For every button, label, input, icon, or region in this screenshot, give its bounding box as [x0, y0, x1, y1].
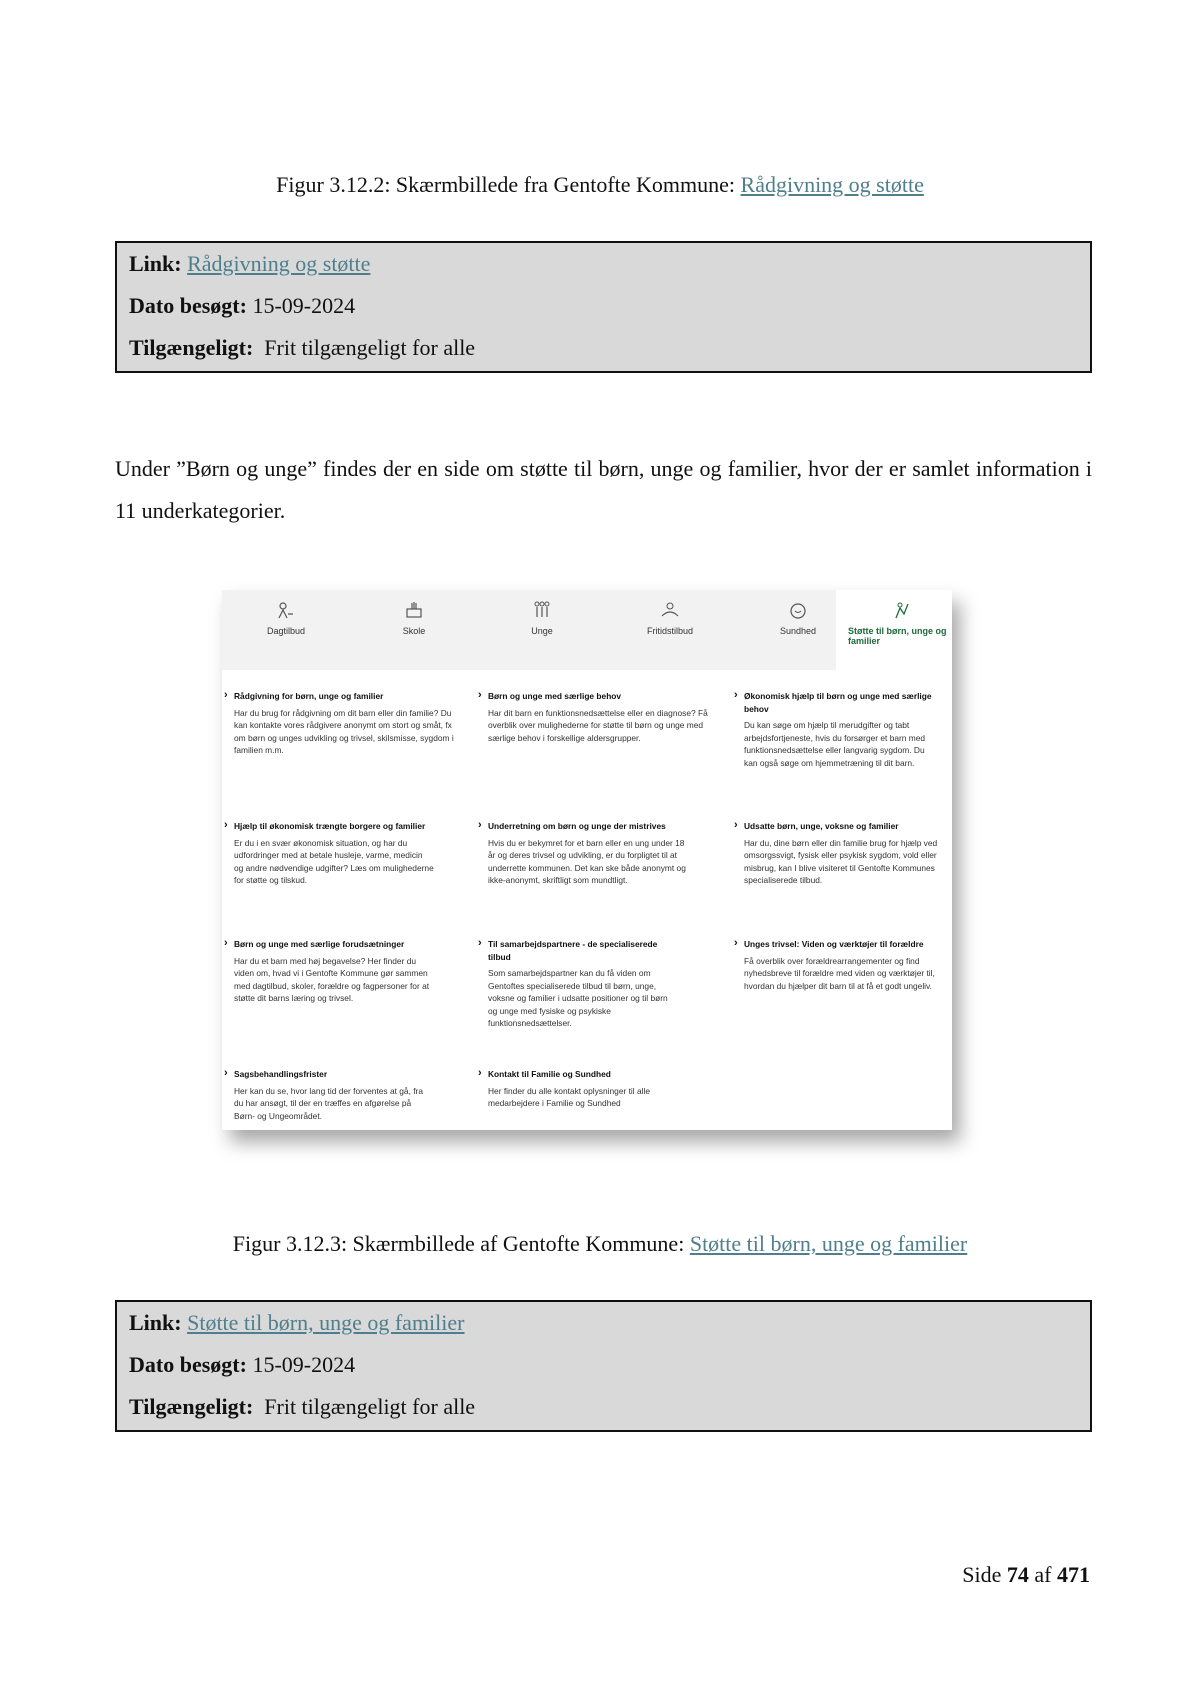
tab-label: Dagtilbud — [266, 626, 306, 636]
date-value: 15-09-2024 — [252, 293, 356, 318]
item-desc: Du kan søge om hjælp til merudgifter og tabt arbejdsfortjeneste, hvis du forsørger et barn med funktionsnedsættelse eller langvarig sygdom. Du kan også søge om hjemmetræning til dit barn. — [744, 720, 926, 768]
page-number — [962, 1562, 1090, 1588]
figure-caption-1 — [0, 172, 1200, 198]
caption-link[interactable]: Støtte til børn, unge og familier — [689, 1231, 968, 1256]
item-title[interactable]: › Økonomisk hjælp til børn og unge med særlige behov — [734, 690, 934, 715]
tab-unge[interactable] — [478, 590, 606, 670]
list-item[interactable] — [224, 690, 464, 757]
access-row — [129, 1390, 1078, 1432]
item-desc: Er du i en svær økonomisk situation, og har du udfordringer med at betale husleje, varme, medicin og andre nødvendige udgifter? Læs om mulighederne for støtte og tilskud. — [234, 837, 434, 885]
access-value: Frit tilgængeligt for alle — [264, 1394, 476, 1419]
access-row — [129, 331, 1078, 373]
item-title[interactable]: › Unges trivsel: Viden og værktøjer til forældre — [734, 938, 944, 951]
health-icon — [788, 600, 808, 620]
item-title[interactable]: › Til samarbejdspartnere - de specialiserede tilbud — [478, 938, 678, 963]
item-title[interactable]: › Kontakt til Familie og Sundhed — [478, 1068, 688, 1081]
item-desc: Få overblik over forældrearrangementer og find nyhedsbreve til forældre med viden og værktøjer til, hvordan du hjælper dit barn til at få et godt ungeliv. — [744, 955, 935, 991]
tab-fritidstilbud[interactable] — [606, 590, 734, 670]
date-row — [129, 289, 1078, 331]
date-value: 15-09-2024 — [252, 1352, 356, 1377]
item-title[interactable]: › Børn og unge med særlige forudsætninger — [224, 938, 434, 951]
link-row — [129, 1306, 1078, 1348]
embedded-screenshot — [222, 590, 952, 1130]
list-item[interactable] — [734, 690, 934, 769]
list-item[interactable] — [224, 1068, 434, 1122]
figure-caption-2 — [0, 1231, 1200, 1257]
item-desc: Som samarbejdspartner kan du få viden om Gentoftes specialiserede tilbud til børn, unge, voksne og familier i udsatte positioner og til børn og unge med fysiske og psykiske funktionsnedsættelser. — [488, 968, 668, 1028]
info-box-1 — [115, 241, 1092, 373]
page-prefix: Side — [962, 1562, 1002, 1587]
date-label: Dato besøgt: — [129, 1352, 247, 1377]
item-desc: Har du, dine børn eller din familie brug for hjælp ved omsorgssvigt, fysisk eller psykisk sygdom, vold eller misbrug, kan I blive visiteret til Gentofte Kommunes specialiserede tilbud. — [744, 837, 938, 885]
item-title[interactable]: › Sagsbehandlingsfrister — [224, 1068, 434, 1081]
school-icon — [404, 600, 424, 620]
tab-label: Fritidstilbud — [646, 626, 693, 636]
tab-stoette[interactable] — [836, 590, 952, 670]
list-item[interactable] — [478, 1068, 688, 1110]
list-item[interactable] — [734, 938, 944, 992]
item-desc: Har du et barn med høj begavelse? Her finder du viden om, hvad vi i Gentofte Kommune gør sammen med dagtilbud, skoler, forældre og fagpersoner for at støtte dit barns læring og trivsel. — [234, 955, 430, 1003]
item-title[interactable]: › Hjælp til økonomisk trængte borgere og familier — [224, 820, 434, 833]
caption-text: Figur 3.12.2: Skærmbillede fra Gentofte Kommune: — [276, 172, 741, 197]
page-sep: af — [1034, 1562, 1052, 1587]
youth-icon — [532, 600, 552, 620]
page-current: 74 — [1006, 1562, 1029, 1587]
caption-text: Figur 3.12.3: Skærmbillede af Gentofte Kommune: — [232, 1231, 690, 1256]
info-box-2 — [115, 1300, 1092, 1432]
link-row — [129, 247, 1078, 289]
access-label: Tilgængeligt: — [129, 335, 254, 360]
tab-label: Sundhed — [779, 626, 817, 636]
tab-label: Skole — [402, 626, 426, 636]
category-tab-bar — [222, 590, 952, 670]
list-item[interactable] — [224, 938, 434, 1005]
page-total: 471 — [1057, 1562, 1090, 1587]
support-icon — [892, 600, 912, 620]
item-title[interactable]: › Underretning om børn og unge der mistrives — [478, 820, 688, 833]
access-label: Tilgængeligt: — [129, 1394, 254, 1419]
tab-dagtilbud[interactable] — [222, 590, 350, 670]
daycare-icon — [276, 600, 296, 620]
link[interactable]: Rådgivning og støtte — [187, 251, 371, 276]
caption-link[interactable]: Rådgivning og støtte — [740, 172, 924, 197]
link-label: Link: — [129, 251, 182, 276]
item-title[interactable]: › Udsatte børn, unge, voksne og familier — [734, 820, 944, 833]
list-item[interactable] — [224, 820, 434, 887]
item-desc: Har du brug for rådgivning om dit barn eller din familie? Du kan kontakte vores rådgivere anonymt om stort og småt, fx om børn og unges udvikling og trivsel, skilsmisse, sygdom i familien m.m. — [234, 707, 454, 755]
leisure-icon — [660, 600, 680, 620]
list-item[interactable] — [478, 820, 688, 887]
access-value: Frit tilgængeligt for alle — [264, 335, 476, 360]
tab-label: Unge — [531, 626, 553, 636]
date-label: Dato besøgt: — [129, 293, 247, 318]
list-item[interactable] — [478, 938, 678, 1030]
item-desc: Her kan du se, hvor lang tid der forventes at gå, fra du har ansøgt, til der en træffes en afgørelse på Børn- og Ungeområdet. — [234, 1085, 424, 1121]
tab-label: Støtte til børn, unge og familier — [848, 626, 947, 646]
item-title[interactable]: › Rådgivning for børn, unge og familier — [224, 690, 464, 703]
item-desc: Her finder du alle kontakt oplysninger til alle medarbejdere i Familie og Sundhed — [488, 1085, 651, 1108]
item-desc: Har dit barn en funktionsnedsættelse eller en diagnose? Få overblik over mulighederne for støtte til børn og unge med særlige behov i forskellige aldersgrupper. — [488, 707, 708, 743]
date-row — [129, 1348, 1078, 1390]
link[interactable]: Støtte til børn, unge og familier — [187, 1310, 465, 1335]
body-paragraph: Under ”Børn og unge” findes der en side om støtte til børn, unge og familier, hvor der er samlet information i 11 underkategorier. — [115, 456, 1092, 523]
list-item[interactable] — [478, 690, 718, 744]
tab-skole[interactable] — [350, 590, 478, 670]
link-label: Link: — [129, 1310, 182, 1335]
item-title[interactable]: › Børn og unge med særlige behov — [478, 690, 718, 703]
item-desc: Hvis du er bekymret for et barn eller en ung under 18 år og deres trivsel og udvikling, er du forpligtet til at underrette kommunen. Det kan ske både anonymt og ikke-anonymt, skriftligt som mundtligt. — [488, 837, 686, 885]
list-item[interactable] — [734, 820, 944, 887]
